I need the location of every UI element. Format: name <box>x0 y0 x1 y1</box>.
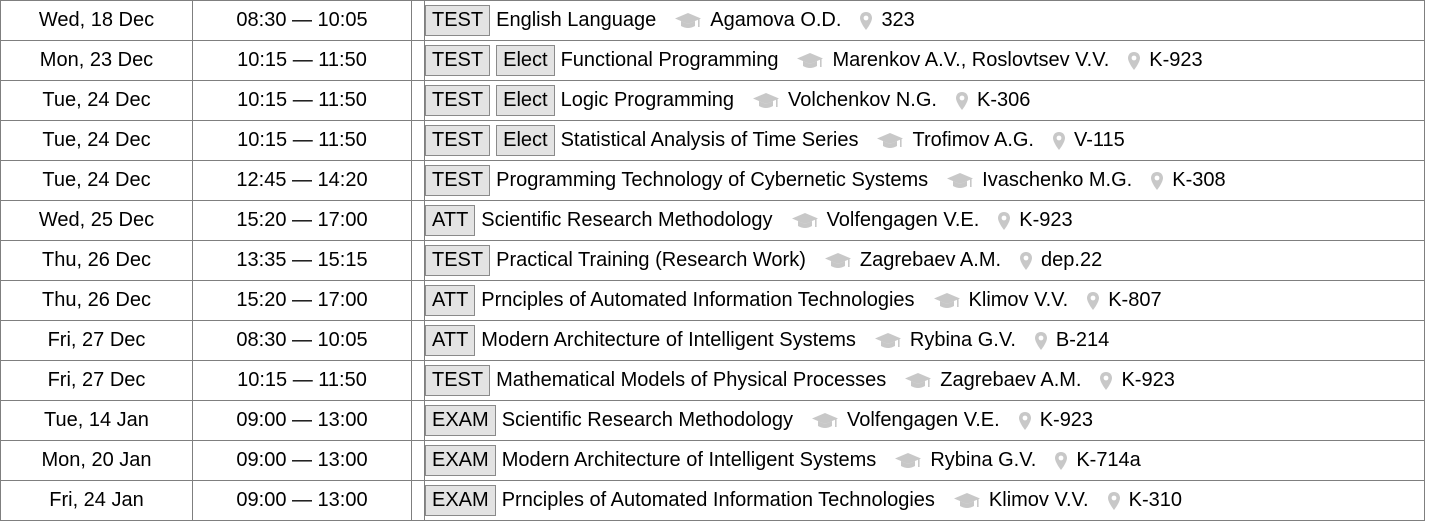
graduation-cap-icon <box>791 212 819 230</box>
time-cell: 08:30 — 10:05 <box>193 1 412 41</box>
room-number: K-308 <box>1172 169 1226 191</box>
spacer-cell <box>412 241 425 281</box>
room-number: K-807 <box>1108 289 1162 311</box>
info-cell <box>425 81 1425 121</box>
room-number: 323 <box>881 9 915 31</box>
assessment-type-badge: TEST <box>425 5 490 36</box>
subject-name: Functional Programming <box>560 49 779 71</box>
teacher-name: Volchenkov N.G. <box>788 89 937 111</box>
spacer-cell <box>412 281 425 321</box>
date-cell: Wed, 25 Dec <box>1 201 193 241</box>
schedule-row <box>1 41 1425 81</box>
graduation-cap-icon <box>824 252 852 270</box>
date-cell: Thu, 26 Dec <box>1 281 193 321</box>
graduation-cap-icon <box>904 372 932 390</box>
assessment-type-badge: ATT <box>425 205 475 236</box>
info-cell <box>425 121 1425 161</box>
location-pin-icon <box>1107 491 1121 511</box>
date-cell: Tue, 24 Dec <box>1 81 193 121</box>
date-cell: Fri, 24 Jan <box>1 481 193 521</box>
time-cell: 15:20 — 17:00 <box>193 201 412 241</box>
room-number: K-923 <box>1019 209 1073 231</box>
date-cell: Fri, 27 Dec <box>1 321 193 361</box>
time-cell: 10:15 — 11:50 <box>193 81 412 121</box>
subject-name: Scientific Research Methodology <box>501 409 793 431</box>
location-pin-icon <box>1099 371 1113 391</box>
assessment-type-badge: TEST <box>425 245 490 276</box>
location-pin-icon <box>1150 171 1164 191</box>
date-cell: Tue, 24 Dec <box>1 161 193 201</box>
graduation-cap-icon <box>876 132 904 150</box>
assessment-type-badge: EXAM <box>425 445 496 476</box>
schedule-row <box>1 441 1425 481</box>
room-number: K-306 <box>976 89 1031 111</box>
schedule-row <box>1 281 1425 321</box>
subject-name: Programming Technology of Cybernetic Systems <box>496 169 929 191</box>
room-number: K-923 <box>1039 409 1094 431</box>
assessment-type-badge: ATT <box>425 285 475 316</box>
time-cell: 10:15 — 11:50 <box>193 121 412 161</box>
assessment-type-badge: TEST <box>425 85 490 116</box>
spacer-cell <box>412 41 425 81</box>
schedule-row <box>1 241 1425 281</box>
date-cell: Fri, 27 Dec <box>1 361 193 401</box>
time-cell: 15:20 — 17:00 <box>193 281 412 321</box>
date-cell: Thu, 26 Dec <box>1 241 193 281</box>
spacer-cell <box>412 121 425 161</box>
schedule-row <box>1 401 1425 441</box>
elective-badge: Elect <box>496 85 554 116</box>
location-pin-icon <box>997 211 1011 231</box>
schedule-row <box>1 1 1425 41</box>
graduation-cap-icon <box>953 492 981 510</box>
time-cell: 09:00 — 13:00 <box>193 481 412 521</box>
date-cell: Wed, 18 Dec <box>1 1 193 41</box>
spacer-cell <box>412 161 425 201</box>
spacer-cell <box>412 481 425 521</box>
info-cell <box>425 361 1425 401</box>
schedule-row <box>1 361 1425 401</box>
subject-name: English Language <box>496 9 657 31</box>
subject-name: Scientific Research Methodology <box>481 209 773 231</box>
time-cell: 09:00 — 13:00 <box>193 401 412 441</box>
room-number: B-214 <box>1055 329 1110 351</box>
assessment-type-badge: TEST <box>425 365 490 396</box>
schedule-row <box>1 161 1425 201</box>
info-cell <box>425 441 1425 481</box>
location-pin-icon <box>1052 131 1066 151</box>
teacher-name: Klimov V.V. <box>968 289 1069 311</box>
spacer-cell <box>412 401 425 441</box>
time-cell: 10:15 — 11:50 <box>193 41 412 81</box>
info-cell <box>425 321 1425 361</box>
teacher-name: Agamova O.D. <box>710 9 842 31</box>
info-cell <box>425 41 1425 81</box>
graduation-cap-icon <box>796 52 824 70</box>
info-cell <box>425 241 1425 281</box>
room-number: K-923 <box>1149 49 1203 71</box>
teacher-name: Trofimov A.G. <box>912 129 1034 151</box>
teacher-name: Zagrebaev A.M. <box>940 369 1082 391</box>
info-cell <box>425 1 1425 41</box>
teacher-name: Ivaschenko M.G. <box>982 169 1133 191</box>
assessment-type-badge: TEST <box>425 45 490 76</box>
date-cell: Tue, 14 Jan <box>1 401 193 441</box>
teacher-name: Zagrebaev A.M. <box>859 249 1002 271</box>
room-number: K-923 <box>1121 369 1175 391</box>
room-number: K-714a <box>1076 449 1141 471</box>
graduation-cap-icon <box>811 412 839 430</box>
subject-name: Practical Training (Research Work) <box>496 249 806 271</box>
date-cell: Mon, 20 Jan <box>1 441 193 481</box>
subject-name: Modern Architecture of Intelligent Systems <box>481 329 856 351</box>
teacher-name: Volfengagen V.E. <box>826 209 980 231</box>
graduation-cap-icon <box>752 92 780 110</box>
info-cell <box>425 161 1425 201</box>
spacer-cell <box>412 1 425 41</box>
schedule-row <box>1 201 1425 241</box>
teacher-name: Rybina G.V. <box>909 329 1016 351</box>
location-pin-icon <box>1086 291 1100 311</box>
teacher-name: Marenkov A.V., Roslovtsev V.V. <box>832 49 1110 71</box>
info-cell <box>425 481 1425 521</box>
graduation-cap-icon <box>933 292 961 310</box>
teacher-name: Klimov V.V. <box>988 489 1089 511</box>
room-number: K-310 <box>1128 489 1182 511</box>
schedule-row <box>1 481 1425 521</box>
schedule-row <box>1 321 1425 361</box>
assessment-type-badge: TEST <box>425 165 490 196</box>
subject-name: Prnciples of Automated Information Technologies <box>501 489 935 511</box>
location-pin-icon <box>1127 51 1141 71</box>
graduation-cap-icon <box>874 332 902 350</box>
location-pin-icon <box>1019 251 1033 271</box>
room-number: V-115 <box>1074 129 1125 151</box>
elective-badge: Elect <box>496 125 554 156</box>
location-pin-icon <box>1018 411 1032 431</box>
time-cell: 10:15 — 11:50 <box>193 361 412 401</box>
subject-name: Logic Programming <box>560 89 735 111</box>
date-cell: Mon, 23 Dec <box>1 41 193 81</box>
date-cell: Tue, 24 Dec <box>1 121 193 161</box>
schedule-row <box>1 121 1425 161</box>
time-cell: 09:00 — 13:00 <box>193 441 412 481</box>
room-number: dep.22 <box>1041 249 1103 271</box>
info-cell <box>425 201 1425 241</box>
spacer-cell <box>412 441 425 481</box>
location-pin-icon <box>1054 451 1068 471</box>
assessment-type-badge: EXAM <box>425 405 496 436</box>
graduation-cap-icon <box>946 172 974 190</box>
assessment-type-badge: ATT <box>425 325 475 356</box>
time-cell: 12:45 — 14:20 <box>193 161 412 201</box>
assessment-type-badge: EXAM <box>425 485 496 516</box>
spacer-cell <box>412 321 425 361</box>
assessment-type-badge: TEST <box>425 125 490 156</box>
schedule-row <box>1 81 1425 121</box>
spacer-cell <box>412 361 425 401</box>
subject-name: Statistical Analysis of Time Series <box>560 129 859 151</box>
subject-name: Modern Architecture of Intelligent Systems <box>501 449 877 471</box>
subject-name: Prnciples of Automated Information Technologies <box>481 289 915 311</box>
spacer-cell <box>412 81 425 121</box>
elective-badge: Elect <box>496 45 554 76</box>
location-pin-icon <box>955 91 969 111</box>
location-pin-icon <box>1034 331 1048 351</box>
teacher-name: Rybina G.V. <box>930 449 1037 471</box>
schedule-body <box>1 1 1425 521</box>
info-cell <box>425 281 1425 321</box>
spacer-cell <box>412 201 425 241</box>
time-cell: 08:30 — 10:05 <box>193 321 412 361</box>
subject-name: Mathematical Models of Physical Processes <box>496 369 887 391</box>
graduation-cap-icon <box>894 452 922 470</box>
teacher-name: Volfengagen V.E. <box>846 409 1000 431</box>
graduation-cap-icon <box>674 12 702 30</box>
info-cell <box>425 401 1425 441</box>
time-cell: 13:35 — 15:15 <box>193 241 412 281</box>
location-pin-icon <box>859 11 873 31</box>
